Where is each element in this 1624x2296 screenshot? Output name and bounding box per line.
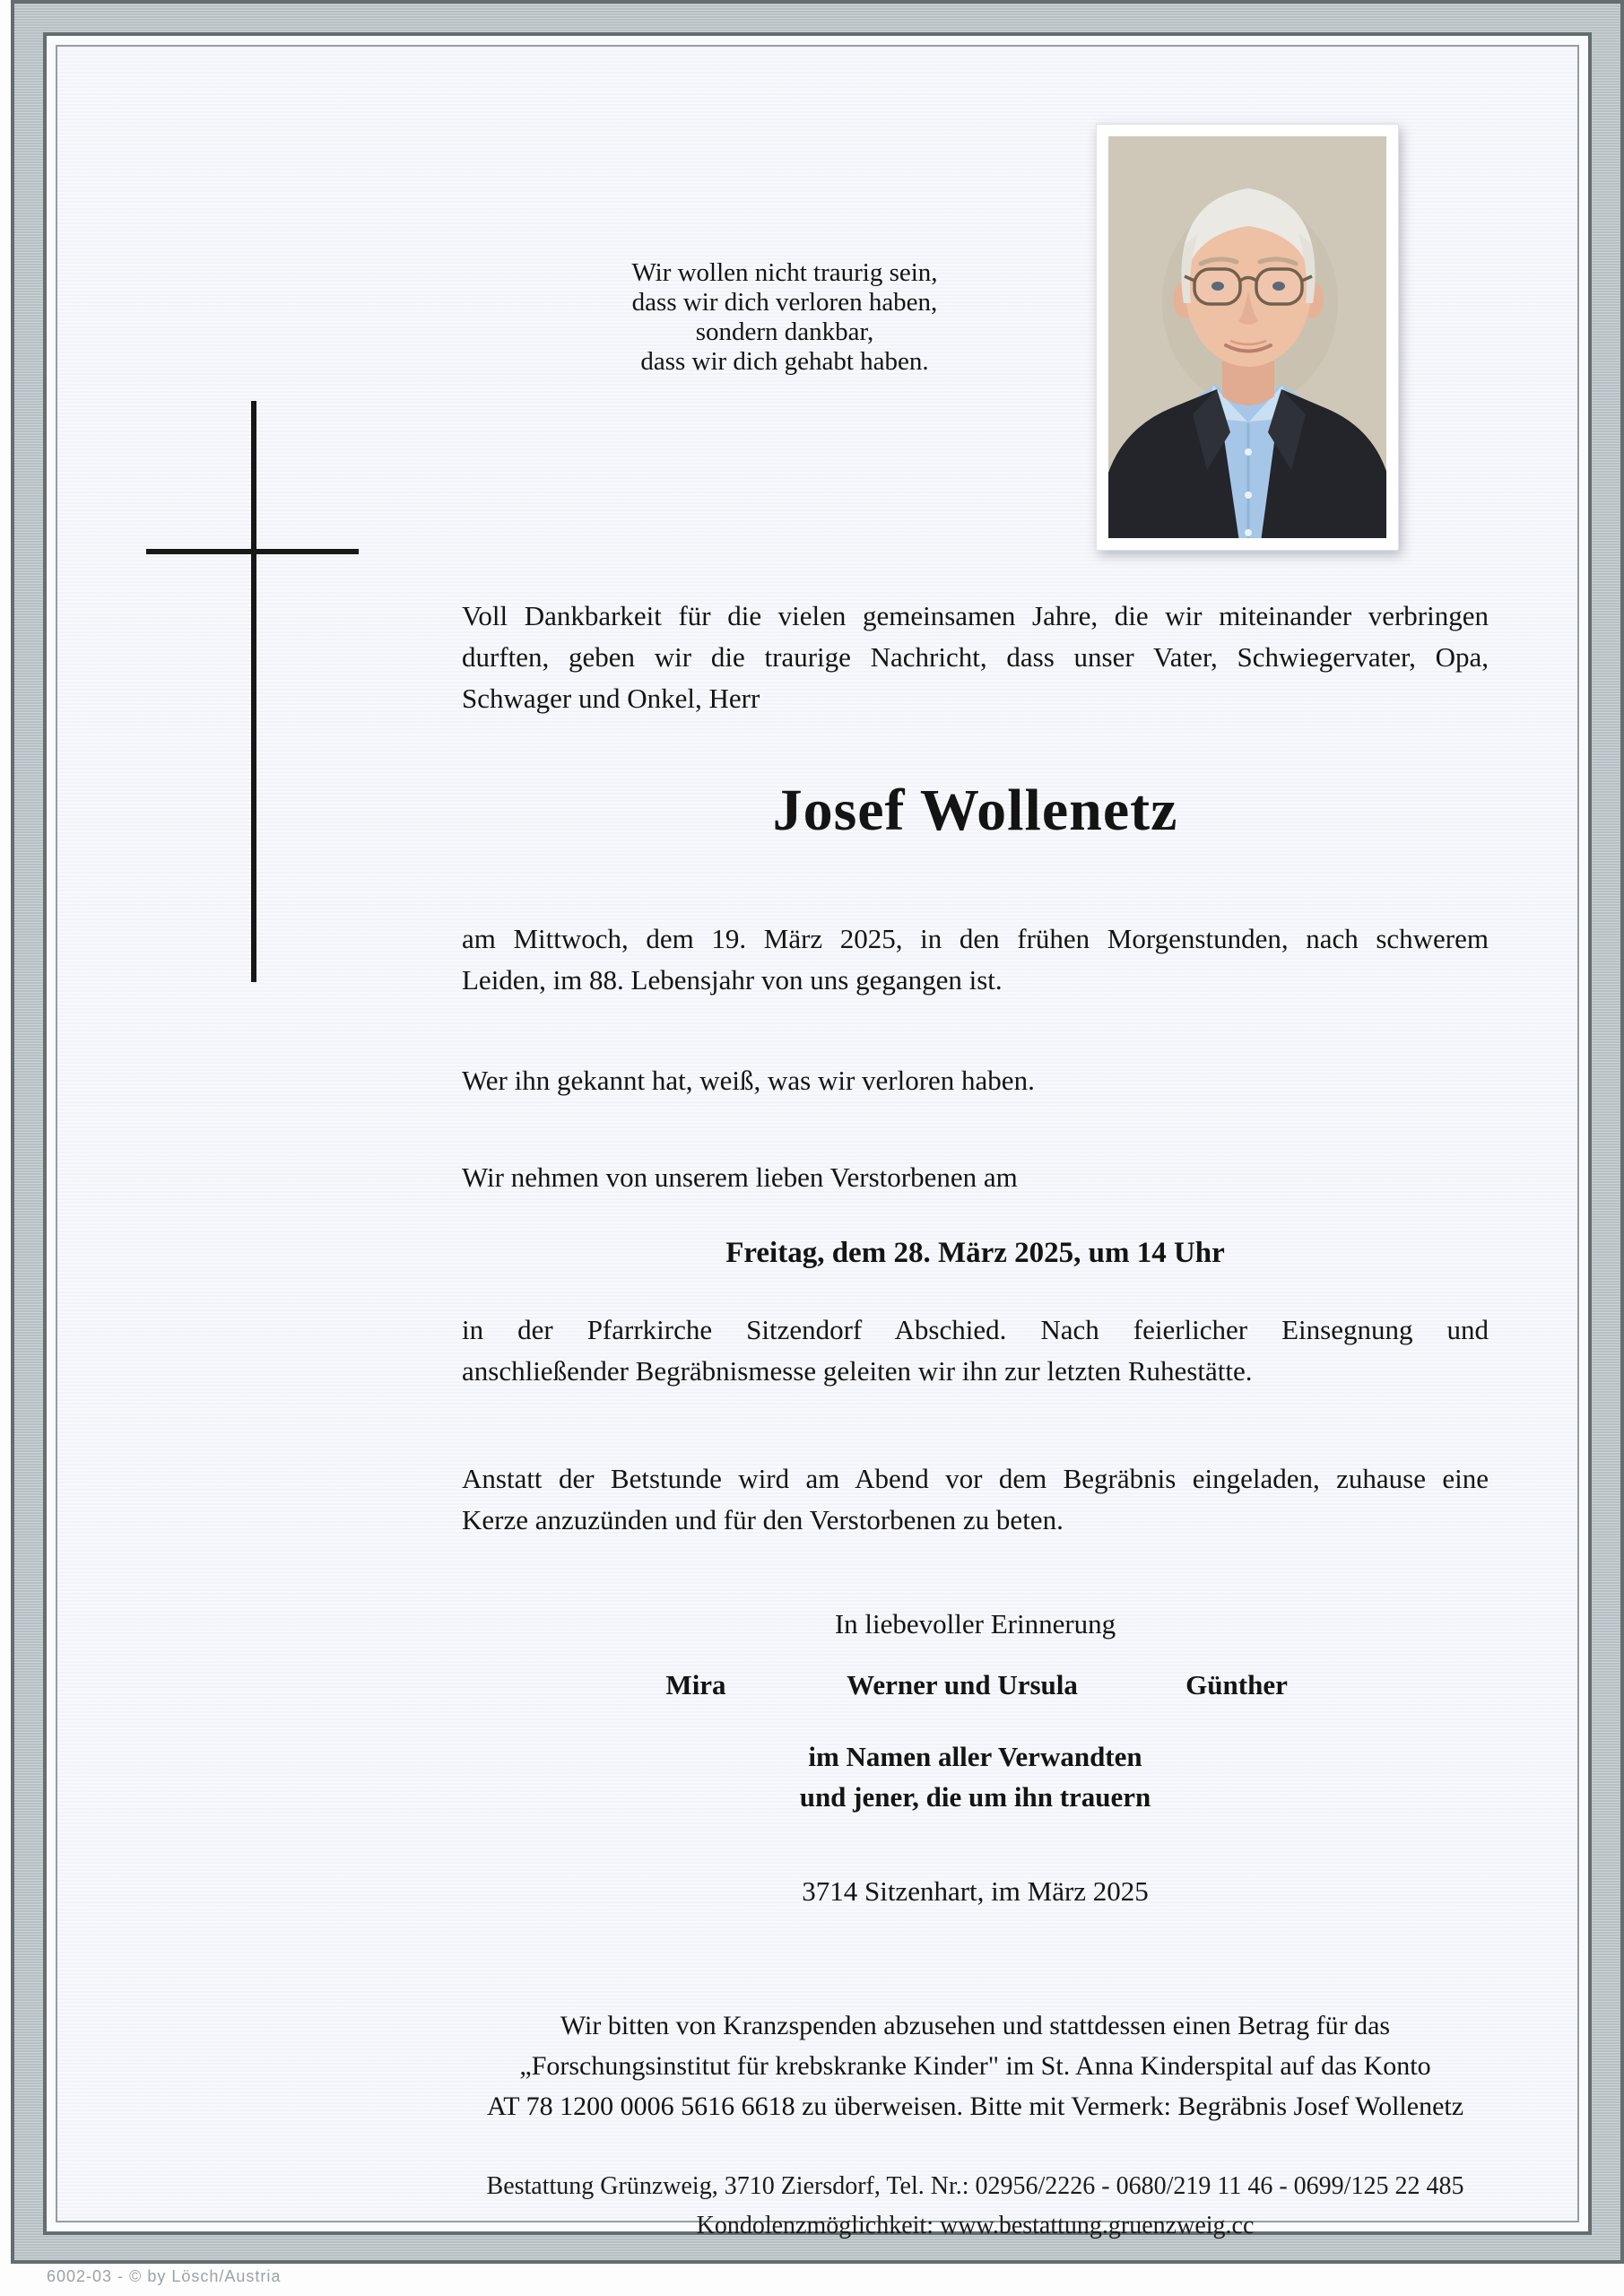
paragraph-line: Schwager und Onkel, Herr [462,683,760,714]
footer-line: Kondolenzmöglichkeit: www.bestattung.gruenzweig.cc [696,2212,1255,2239]
betstunde-paragraph [462,1458,1489,1541]
death-date-paragraph [462,918,1489,1001]
poem-line: dass wir dich gehabt haben. [640,347,929,376]
poem-line: dass wir dich verloren haben, [631,288,938,317]
paragraph-line: anschließender Begräbnismesse geleiten wir ihn zur letzten Ruhestätte. [462,1355,1253,1387]
paragraph-line: am Mittwoch, dem 19. März 2025, in den frühen Morgenstunden, nach schwerem [462,923,1489,954]
memory-heading: In liebevoller Erinnerung [834,1608,1116,1639]
cross-vertical-bar [251,401,256,982]
mourner-name: Werner und Ursula [847,1669,1078,1700]
donation-line: AT 78 1200 0006 5616 6618 zu überweisen. Bitte mit Vermerk: Begräbnis Josef Wollenetz [486,2092,1464,2121]
paragraph-line: Voll Dankbarkeit für die vielen gemeinsamen Jahre, die wir miteinander verbringen [462,600,1489,631]
poem-line: sondern dankbar, [695,317,874,346]
funeral-datetime: Freitag, dem 28. März 2025, um 14 Uhr [725,1237,1225,1269]
paragraph-line: in der Pfarrkirche Sitzendorf Abschied. Nach feierlicher Einsegnung und [462,1314,1489,1345]
mourner-name: Günther [1185,1669,1288,1700]
donation-line: „Forschungsinstitut für krebskranke Kinder" im St. Anna Kinderspital auf das Konto [519,2051,1431,2081]
paragraph-line: Kerze anzuzünden und für den Verstorbenen zu beten. [462,1504,1064,1535]
church-paragraph [462,1309,1489,1392]
remembrance-line: Wer ihn gekannt hat, weiß, was wir verloren haben. [462,1065,1035,1096]
donation-paragraph [462,2005,1489,2126]
on-behalf-line: und jener, die um ihn trauern [799,1781,1151,1813]
portrait-photo [1096,124,1399,551]
deceased-name: Josef Wollenetz [772,778,1178,843]
paragraph-line: Leiden, im 88. Lebensjahr von uns gegangen ist. [462,964,1003,996]
farewell-intro-line: Wir nehmen von unserem lieben Verstorbenen am [462,1161,1018,1193]
cross-horizontal-bar [146,549,359,554]
paragraph-line: Anstatt der Betstunde wird am Abend vor dem Begräbnis eingeladen, zuhause eine [462,1463,1489,1494]
footer-line: Bestattung Grünzweig, 3710 Ziersdorf, Tel. Nr.: 02956/2226 - 0680/219 11 46 - 0699/125 22 485 [486,2172,1464,2200]
mourner-name: Mira [665,1669,726,1700]
portrait-illustration [1108,136,1386,538]
print-credit: 6002-03 - © by Lösch/Austria [47,2267,282,2285]
intro-paragraph [462,596,1489,719]
on-behalf-line: im Namen aller Verwandten [808,1741,1142,1772]
mourners-row [462,1665,1489,1706]
place-date-line: 3714 Sitzenhart, im März 2025 [802,1875,1149,1907]
on-behalf-block [462,1736,1489,1817]
poem-line: Wir wollen nicht traurig sein, [631,258,938,287]
funeral-home-footer [462,2167,1489,2246]
memorial-poem [502,258,1067,377]
paragraph-line: durften, geben wir die traurige Nachricht, dass unser Vater, Schwiegervater, Opa, [462,641,1489,673]
donation-line: Wir bitten von Kranzspenden abzusehen und stattdessen einen Betrag für das [560,2011,1391,2040]
